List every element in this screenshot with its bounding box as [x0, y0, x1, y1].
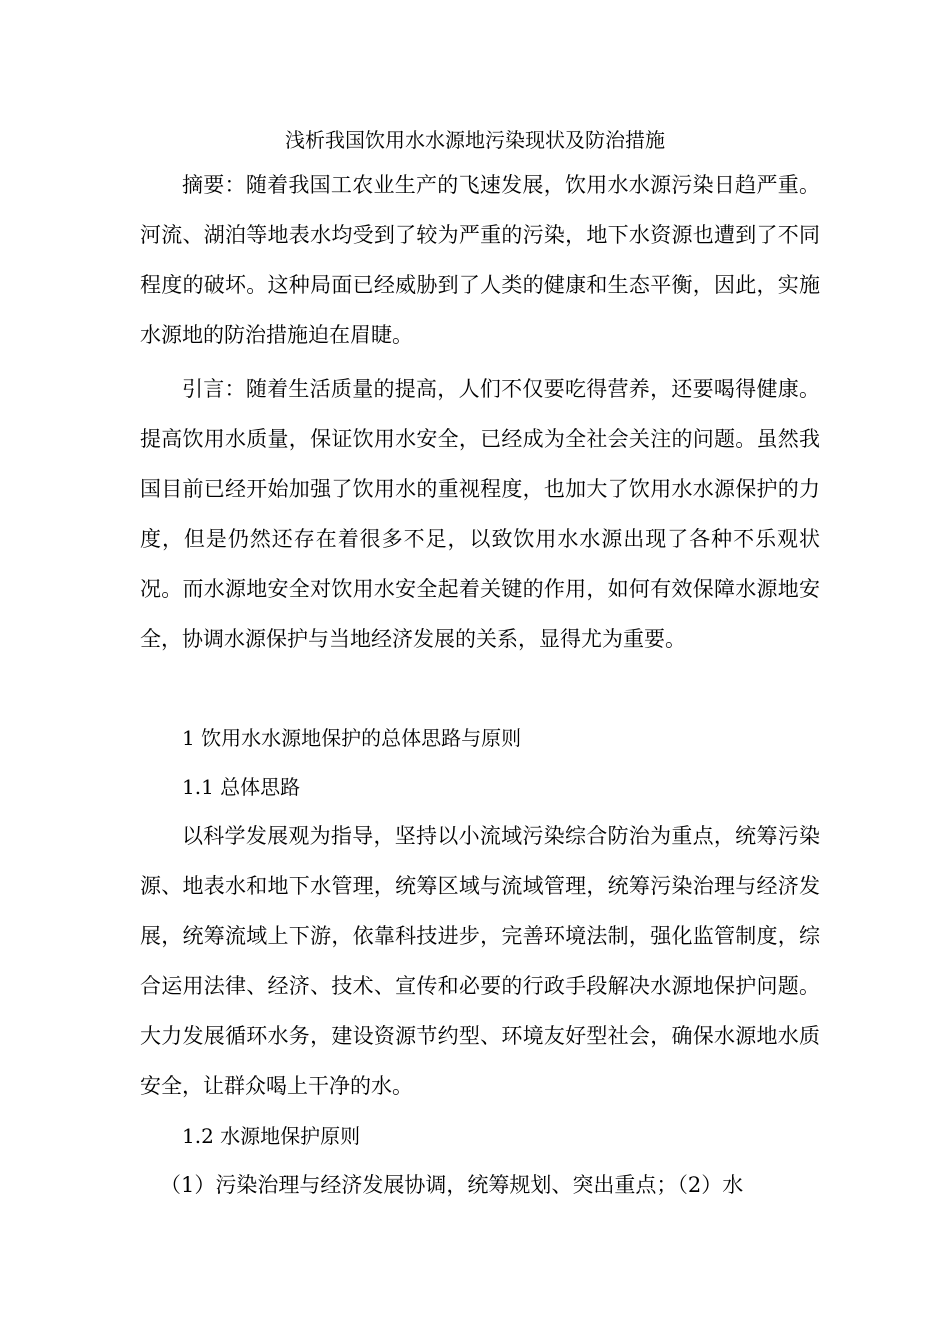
section-1-2-heading: 1.2 水源地保护原则: [182, 1124, 361, 1148]
document-title: 浅析我国饮用水水源地污染现状及防治措施: [285, 128, 665, 152]
section-1-1-heading: 1.1 总体思路: [182, 775, 301, 799]
section-1-1-body: 以科学发展观为指导，坚持以小流域污染综合防治为重点，统筹污染源、地表水和地下水管理，统筹区域与流域管理，统筹污染治理与经济发展，统筹流域上下游，依靠科技进步，完善环境法制，强化监管制度，综合运用法律、经济、技术、宣传和必要的行政手段解决水源地保护问题。大力发展循环水务，建设资源节约型、环境友好型社会，确保水源地水质安全，让群众喝上干净的水。: [140, 824, 820, 1098]
introduction-paragraph: 引言：随着生活质量的提高，人们不仅要吃得营养，还要喝得健康。提高饮用水质量，保证饮用水安全，已经成为全社会关注的问题。虽然我国目前已经开始加强了饮用水的重视程度，也加大了饮用水水源保护的力度，但是仍然还存在着很多不足，以致饮用水水源出现了各种不乐观状况。而水源地安全对饮用水安全起着关键的作用，如何有效保障水源地安全，协调水源保护与当地经济发展的关系，显得尤为重要。: [140, 377, 820, 651]
section-1-heading: 1 饮用水水源地保护的总体思路与原则: [182, 726, 522, 750]
section-1-2-body: （1）污染治理与经济发展协调，统筹规划、突出重点；（2）水: [160, 1173, 744, 1197]
abstract-paragraph: 摘要：随着我国工农业生产的飞速发展，饮用水水源污染日趋严重。河流、湖泊等地表水均受到了较为严重的污染，地下水资源也遭到了不同程度的破坏。这种局面已经威胁到了人类的健康和生态平衡，因此，实施水源地的防治措施迫在眉睫。: [140, 173, 820, 347]
